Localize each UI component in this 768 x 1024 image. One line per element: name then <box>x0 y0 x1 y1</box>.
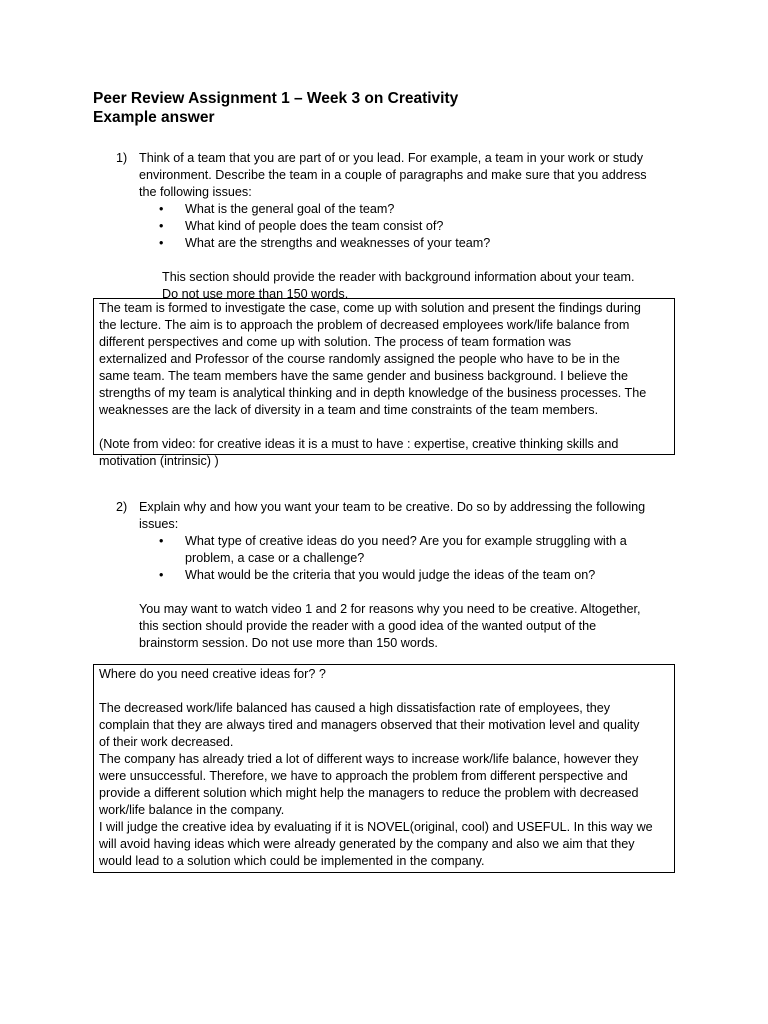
question-1-body <box>139 150 647 303</box>
bullet-item <box>139 567 645 584</box>
answer-note-line: motivation (intrinsic) ) <box>99 454 219 468</box>
page-title <box>93 89 458 127</box>
answer-line: strengths of my team is analytical thinking and in depth knowledge of the business processes. The <box>99 386 647 400</box>
prompt-line: Think of a team that you are part of or you lead. For example, a team in your work or study <box>139 151 643 165</box>
answer-line: complain that they are always tired and managers observed that their motivation level and quality <box>99 718 640 732</box>
answer-2-box <box>93 664 675 873</box>
question-1-number: 1) <box>116 151 128 165</box>
title-line-1: Peer Review Assignment 1 – Week 3 on Creativity <box>93 90 459 107</box>
question-2-number: 2) <box>116 500 128 514</box>
question-2-note <box>139 601 645 652</box>
answer-1-box <box>93 298 675 468</box>
bullet-item: • What kind of people does the team consist of? <box>139 218 647 235</box>
answer-line: The company has already tried a lot of different ways to increase work/life balance, however they <box>99 752 639 766</box>
answer-note-line: (Note from video: for creative ideas it is a must to have : expertise, creative thinking skills and <box>99 437 619 451</box>
bullet-line: • What type of creative ideas do you need? Are you for example struggling with a <box>185 534 627 548</box>
answer-line: The decreased work/life balanced has caused a high dissatisfaction rate of employees, they <box>99 701 611 715</box>
note-line: You may want to watch video 1 and 2 for reasons why you need to be creative. Altogether, <box>139 602 641 616</box>
answer-line: I will judge the creative idea by evaluating if it is NOVEL(original, cool) and USEFUL. In this way we <box>99 820 653 834</box>
prompt-line: the following issues: <box>139 185 252 199</box>
note-line: Do not use more than 150 words. <box>162 287 349 301</box>
answer-line: same team. The team members have the same gender and business background. I believe the <box>99 369 629 383</box>
bullet-line: • What would be the criteria that you would judge the ideas of the team on? <box>185 568 596 582</box>
question-1-prompt <box>139 150 647 201</box>
answer-line: will avoid having ideas which were already generated by the company and also we aim that they <box>99 837 635 851</box>
bullet-item: • What is the general goal of the team? <box>139 201 647 218</box>
answer-line: weaknesses are the lack of diversity in a team and time constraints of the team members. <box>99 403 599 417</box>
answer-line: would lead to a solution which could be implemented in the company. <box>99 854 485 868</box>
bullet-item <box>139 533 645 567</box>
prompt-line: Explain why and how you want your team to be creative. Do so by addressing the following <box>139 500 646 514</box>
answer-line: externalized and Professor of the course randomly assigned the people who have to be in the <box>99 352 620 366</box>
bullet-line: problem, a case or a challenge? <box>185 551 365 565</box>
answer-line: of their work decreased. <box>99 735 234 749</box>
answer-line: different perspectives and come up with solution. The process of team formation was <box>99 335 572 349</box>
note-line: brainstorm session. Do not use more than 150 words. <box>139 636 438 650</box>
title-line-2: Example answer <box>93 109 215 126</box>
prompt-line: environment. Describe the team in a couple of paragraphs and make sure that you address <box>139 168 647 182</box>
answer-line: work/life balance in the company. <box>99 803 285 817</box>
question-2-bullets <box>139 533 645 584</box>
note-line: this section should provide the reader with a good idea of the wanted output of the <box>139 619 597 633</box>
answer-line: provide a different solution which might help the managers to reduce the problem with decreased <box>99 786 639 800</box>
prompt-line: issues: <box>139 517 179 531</box>
question-2-body <box>139 499 645 652</box>
question-2-prompt <box>139 499 645 533</box>
question-1-bullets <box>139 201 647 252</box>
answer-heading: Where do you need creative ideas for? ? <box>99 667 326 681</box>
answer-line: the lecture. The aim is to approach the problem of decreased employees work/life balance from <box>99 318 630 332</box>
note-line: This section should provide the reader with background information about your team. <box>162 270 635 284</box>
bullet-item: • What are the strengths and weaknesses of your team? <box>139 235 647 252</box>
answer-line: were unsuccessful. Therefore, we have to approach the problem from different perspective and <box>99 769 628 783</box>
answer-line: The team is formed to investigate the case, come up with solution and present the findings during <box>99 301 641 315</box>
